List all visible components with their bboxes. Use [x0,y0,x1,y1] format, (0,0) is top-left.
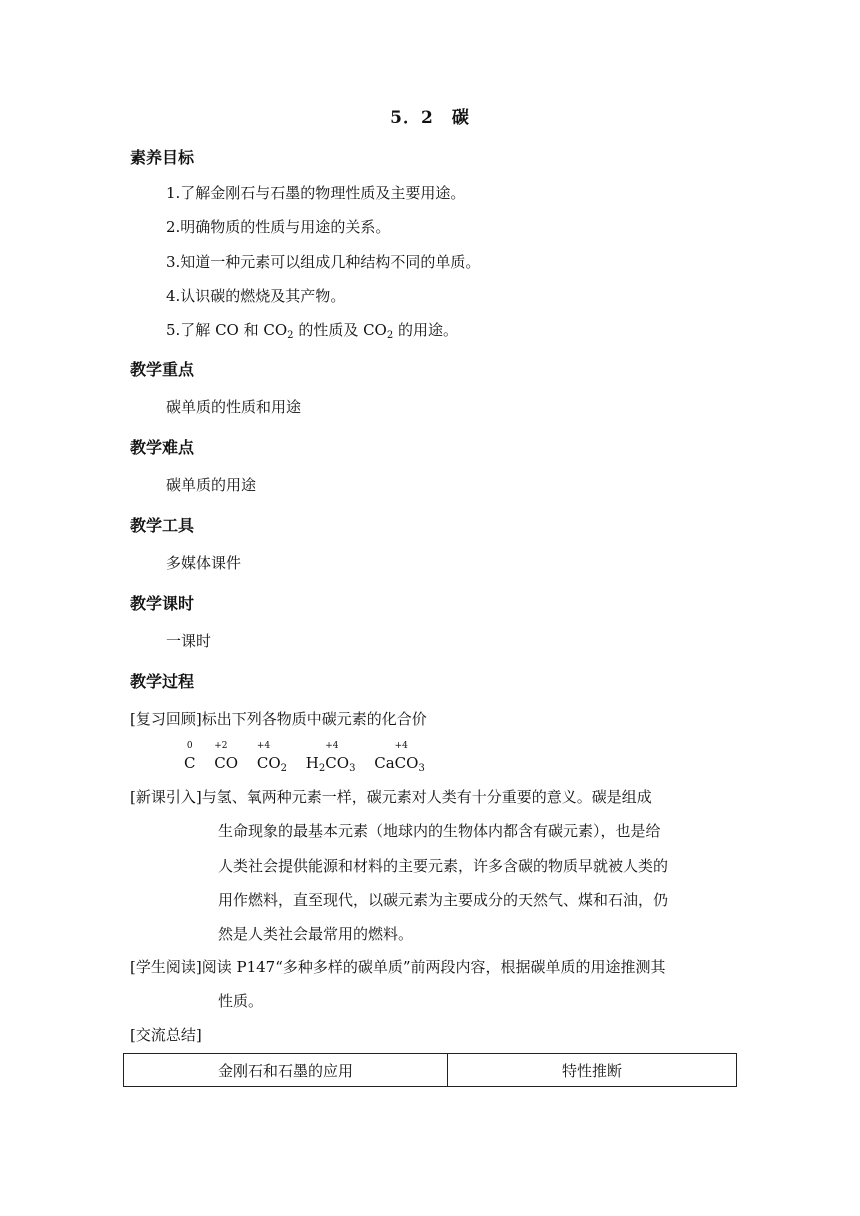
intro-line-4: 用作燃料，直至现代，以碳元素为主要成分的天然气、煤和石油，仍 [218,891,669,909]
goal-item-1: 1.了解金刚石与石墨的物理性质及主要用途。 [166,184,466,202]
goal-item-2: 2.明确物质的性质与用途的关系。 [166,218,391,236]
formula-c: 0 C [184,741,196,772]
formula-co2: +4 $CO_2$ [256,741,288,774]
formula-co: +2 CO [214,741,239,772]
key-point-heading: 教学重点 [130,360,195,379]
goals-heading: 素养目标 [130,148,195,167]
summary-table [123,1053,737,1087]
intro-line-3: 人类社会提供能源和材料的主要元素，许多含碳的物质早就被人类的 [218,857,669,875]
table-header-row [124,1054,737,1087]
key-point-text: 碳单质的性质和用途 [166,398,302,416]
goal-item-3: 3.知道一种元素可以组成几种结构不同的单质。 [166,253,481,271]
tools-heading: 教学工具 [130,516,195,535]
valence-formulas [184,741,439,774]
goal-item-4: 4.认识碳的燃烧及其产物。 [166,287,346,305]
tools-text: 多媒体课件 [166,554,242,572]
table-header-applications: 金刚石和石墨的应用 [124,1054,448,1087]
difficulty-text: 碳单质的用途 [166,476,257,494]
summary-label: [交流总结] [130,1026,202,1044]
hours-heading: 教学课时 [130,594,195,613]
goal-item-5: 5.了解 CO 和 $CO_2$ 的性质及 $CO_2$ 的用途。 [166,321,459,341]
reading-line-2: 性质。 [218,992,264,1010]
table-header-properties: 特性推断 [448,1054,737,1087]
intro-line-2: 生命现象的最基本元素（地球内的生物体内都含有碳元素），也是给 [218,822,661,840]
process-heading: 教学过程 [130,672,195,691]
difficulty-heading: 教学难点 [130,438,195,457]
intro-line-1: [新课引入]与氢、氧两种元素一样，碳元素对人类有十分重要的意义。碳是组成 [130,788,652,806]
formula-h2co3: $H_2$ +4 $CO_3$ [305,741,356,774]
review-text: [复习回顾]标出下列各物质中碳元素的化合价 [130,710,427,728]
reading-line-1: [学生阅读]阅读 P147“多种多样的碳单质”前两段内容，根据碳单质的用途推测其 [130,958,666,976]
formula-caco3: Ca +4 $CO_3$ [374,741,425,774]
intro-line-5: 然是人类社会最常用的燃料。 [218,925,414,943]
hours-text: 一课时 [166,632,212,650]
page-title: 5．2 碳 [390,108,470,128]
